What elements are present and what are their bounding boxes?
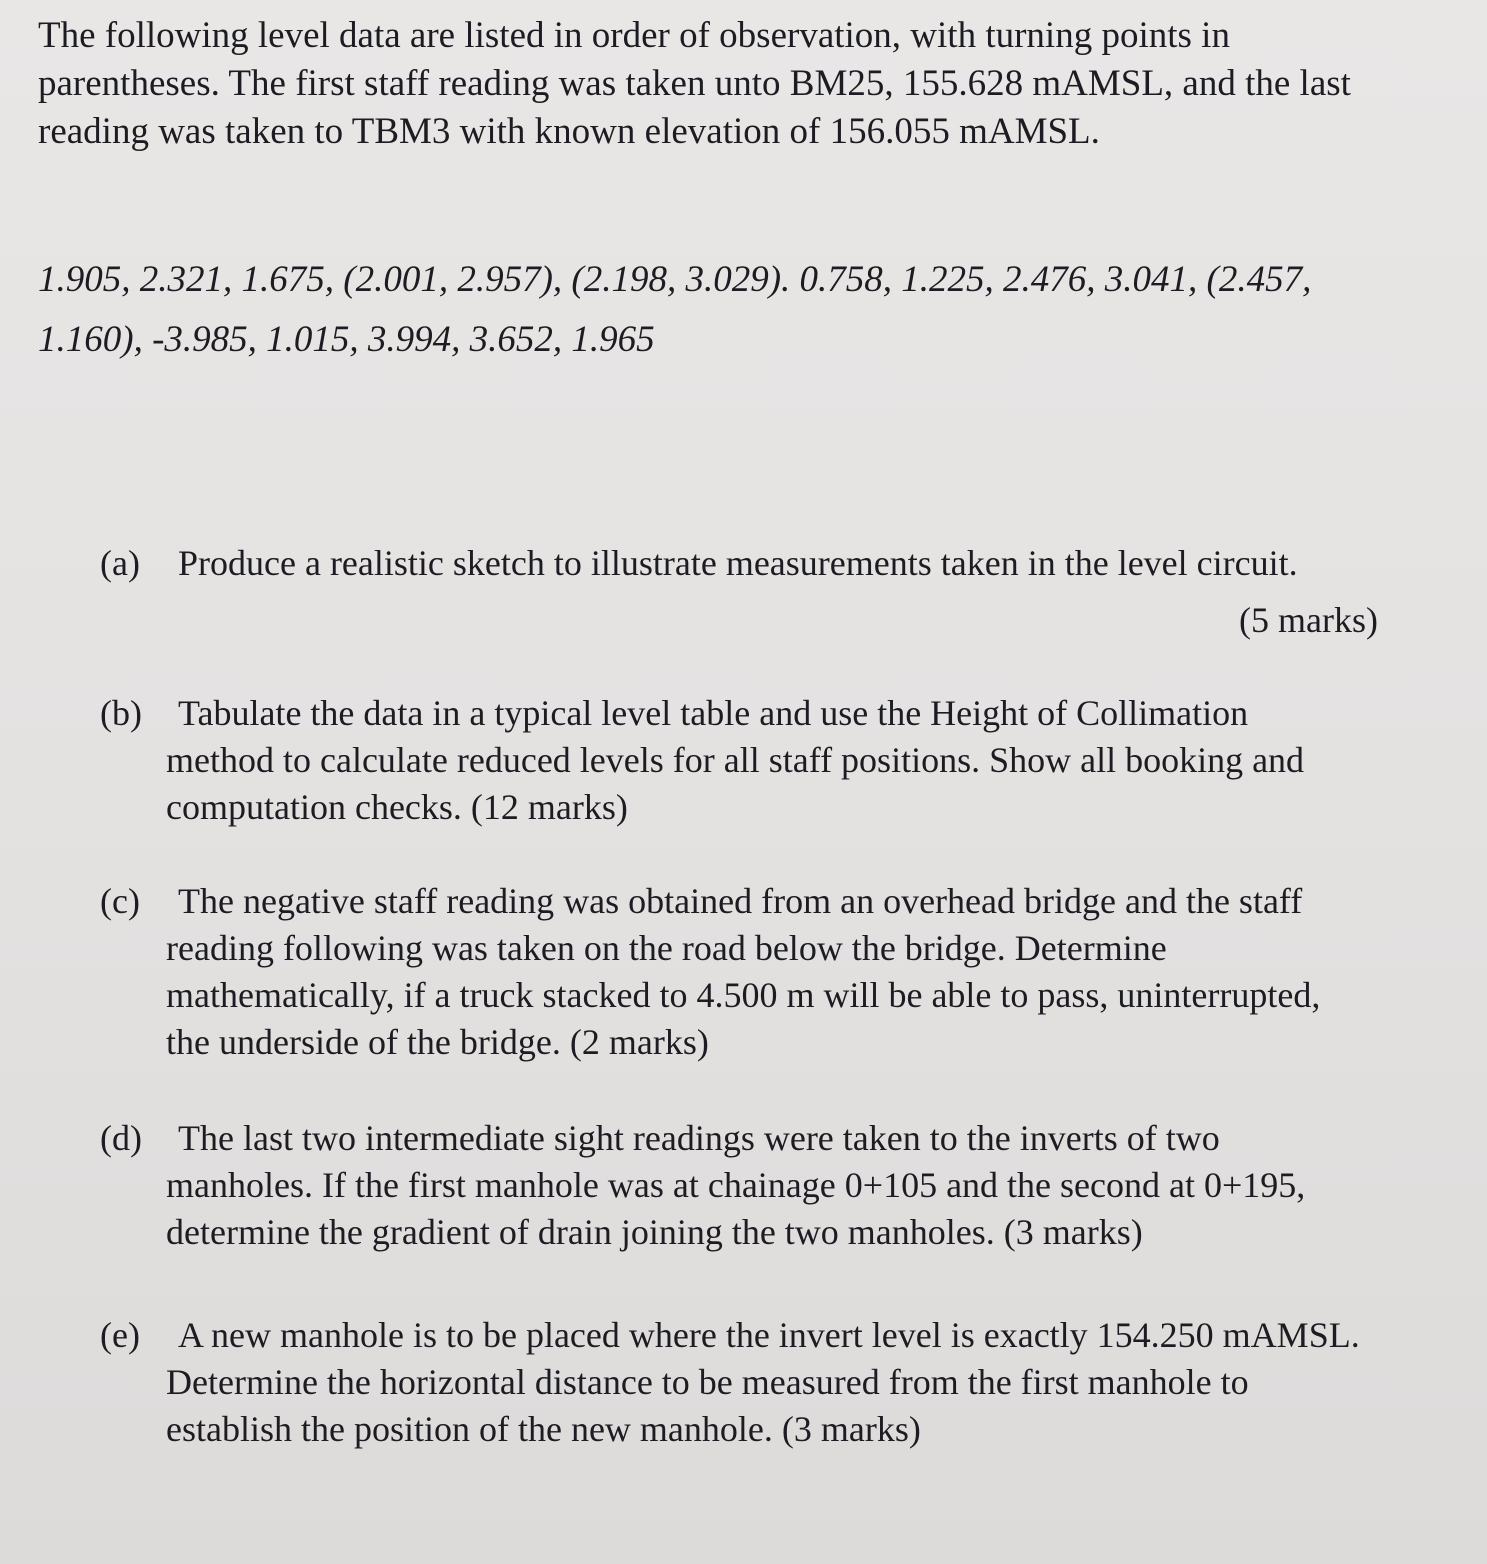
question-b xyxy=(100,690,1440,831)
question-text: Determine the horizontal distance to be measured from the first manhole to xyxy=(166,1362,1249,1402)
question-e xyxy=(100,1312,1440,1453)
question-label: (d) xyxy=(100,1118,142,1158)
question-text: The last two intermediate sight readings were taken to the inverts of two xyxy=(178,1118,1220,1158)
intro-line: The following level data are listed in order of observation, with turning points in xyxy=(38,15,1230,56)
question-label: (b) xyxy=(100,693,142,733)
readings-line: 1.160), -3.985, 1.015, 3.994, 3.652, 1.965 xyxy=(38,319,655,360)
question-text: computation checks. (12 marks) xyxy=(166,787,628,827)
question-label: (a) xyxy=(100,543,140,583)
question-text: manholes. If the first manhole was at chainage 0+105 and the second at 0+195, xyxy=(166,1165,1306,1205)
question-text: The negative staff reading was obtained from an overhead bridge and the staff xyxy=(178,881,1303,921)
question-label: (c) xyxy=(100,881,140,921)
question-d xyxy=(100,1115,1440,1256)
question-text: reading following was taken on the road below the bridge. Determine xyxy=(166,928,1167,968)
intro-line: parentheses. The first staff reading was taken unto BM25, 155.628 mAMSL, and the last xyxy=(38,63,1351,104)
question-text: establish the position of the new manhole. (3 marks) xyxy=(166,1409,921,1449)
question-text: method to calculate reduced levels for all staff positions. Show all booking and xyxy=(166,740,1305,780)
level-readings xyxy=(38,250,1458,370)
question-marks: (5 marks) xyxy=(1239,600,1378,640)
question-text: Produce a realistic sketch to illustrate measurements taken in the level circuit. xyxy=(178,543,1298,583)
question-a xyxy=(100,540,1440,644)
question-text: mathematically, if a truck stacked to 4.500 m will be able to pass, uninterrupted, xyxy=(166,975,1321,1015)
question-text: A new manhole is to be placed where the invert level is exactly 154.250 mAMSL. xyxy=(178,1315,1360,1355)
readings-line: 1.905, 2.321, 1.675, (2.001, 2.957), (2.198, 3.029). 0.758, 1.225, 2.476, 3.041, (2.457, xyxy=(38,259,1312,300)
question-text: the underside of the bridge. (2 marks) xyxy=(166,1022,709,1062)
question-label: (e) xyxy=(100,1315,140,1355)
intro-line: reading was taken to TBM3 with known elevation of 156.055 mAMSL. xyxy=(38,111,1100,152)
question-c xyxy=(100,878,1440,1066)
question-text: Tabulate the data in a typical level table and use the Height of Collimation xyxy=(178,693,1249,733)
question-text: determine the gradient of drain joining the two manholes. (3 marks) xyxy=(166,1212,1143,1252)
intro-paragraph xyxy=(38,12,1478,156)
